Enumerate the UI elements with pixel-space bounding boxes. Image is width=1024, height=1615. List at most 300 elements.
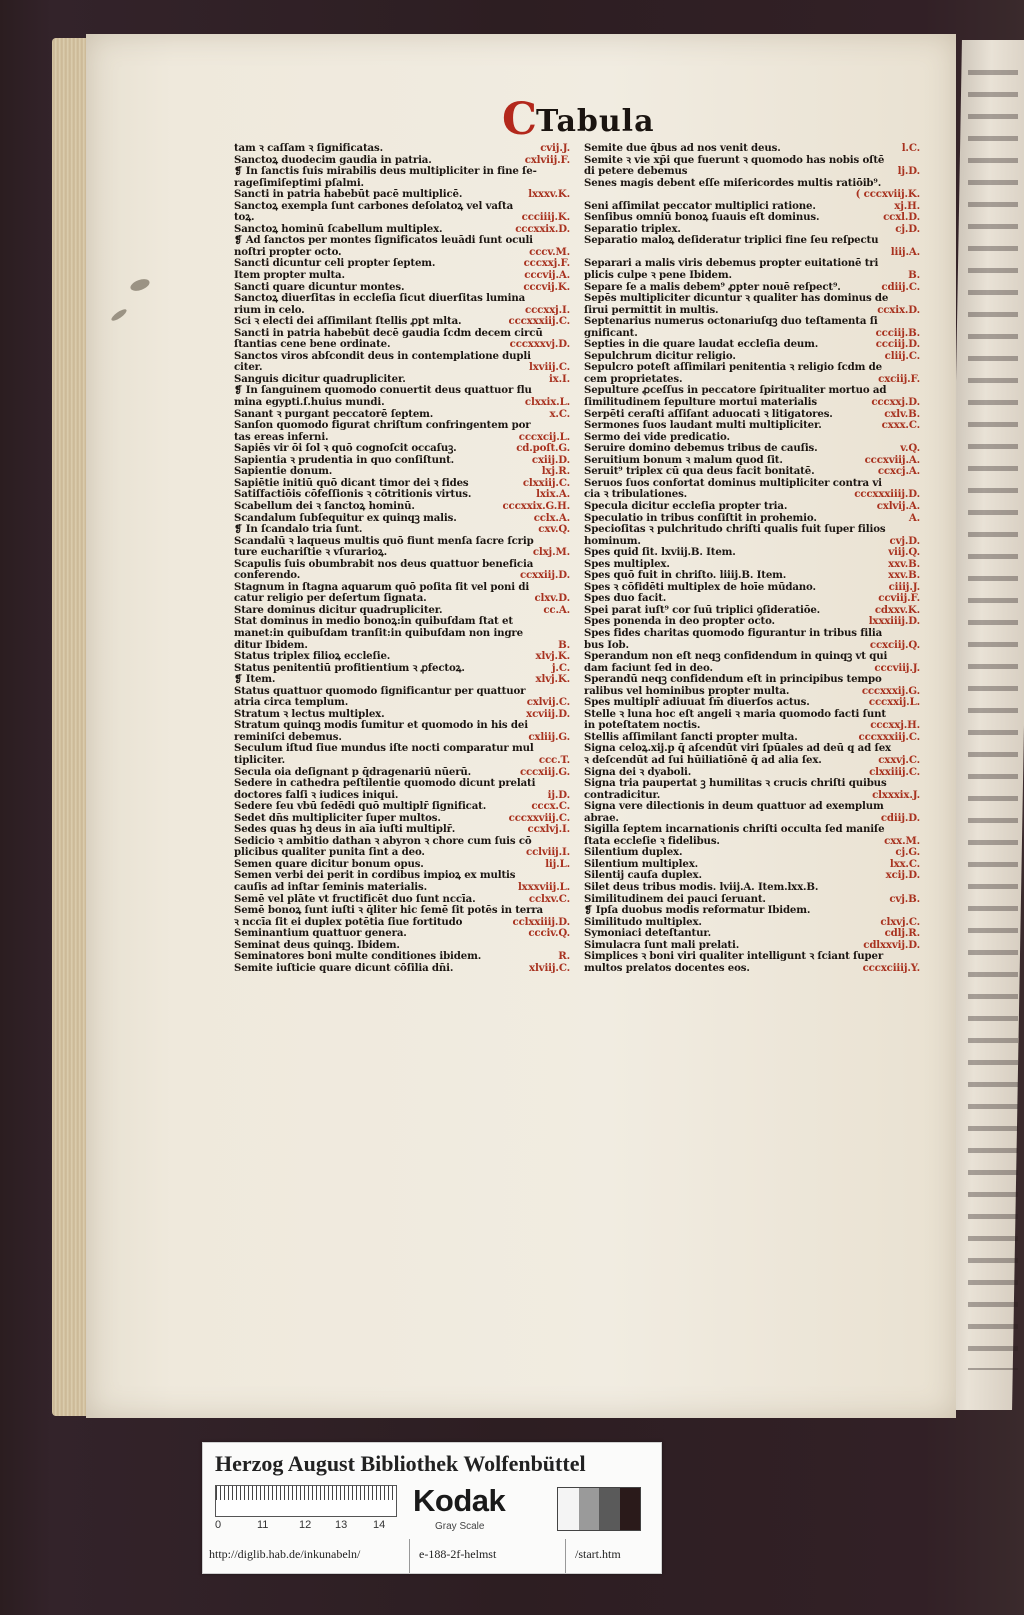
entry-text: Scandalū ꝛ laqueus multis quō fiunt menſa ſacre ſcrip bbox=[234, 535, 534, 547]
entry-text: Sanſon quomodo figurat chriſtum confringentem por bbox=[234, 420, 531, 432]
index-entry bbox=[234, 166, 570, 178]
entry-text: Sapientia ꝛ prudentia in quo conſiſtunt. bbox=[234, 454, 455, 466]
index-entry bbox=[234, 928, 570, 940]
index-entry bbox=[584, 963, 920, 975]
index-entry bbox=[234, 247, 570, 259]
index-entry bbox=[234, 963, 570, 975]
entry-text: ❡ Ipſa duobus modis reformatur Ibidem. bbox=[584, 905, 811, 917]
entry-text: Stellis aſſimilant̄ ſancti propter multa. bbox=[584, 731, 798, 743]
index-entry bbox=[584, 351, 920, 363]
entry-text: Separatio triplex. bbox=[584, 223, 681, 235]
entry-text: Senſibus omniū bonoꝝ ſuauis eſt dominus. bbox=[584, 212, 820, 224]
index-entry bbox=[234, 143, 570, 155]
entry-text: Sanctoꝝ duodecim gaudia in patria. bbox=[234, 154, 432, 166]
index-entry bbox=[234, 651, 570, 663]
entry-text: Seruire domino debemus tribus de cauſis. bbox=[584, 443, 818, 455]
entry-reference: cccxxij.L. bbox=[868, 697, 920, 709]
entry-text: Separe ſe a malis debem⁹ ꝓpter nouē reſpect⁹. bbox=[584, 281, 841, 293]
index-entry bbox=[584, 605, 920, 617]
entry-text: Sepulture ꝓceſſus in peccatore ſpiritualiter mortuo ad bbox=[584, 385, 887, 397]
index-entry bbox=[584, 513, 920, 525]
entry-reference: xlvj.K. bbox=[535, 674, 570, 686]
index-entry bbox=[234, 455, 570, 467]
entry-text: Semen quare dicitur bonum opus. bbox=[234, 858, 424, 870]
index-entry bbox=[584, 767, 920, 779]
entry-text: Sermones ſuos laudant multi multipliciter. bbox=[584, 420, 822, 432]
entry-reference: cdlj.R. bbox=[884, 928, 920, 940]
entry-reference: B. bbox=[908, 270, 920, 282]
entry-text: Spes multiplex. bbox=[584, 558, 670, 570]
entry-text: Seculum iſtud ſiue mundus iſte nocti comparatur mul bbox=[234, 743, 534, 755]
entry-reference: x.C. bbox=[549, 408, 570, 420]
url-mid[interactable]: e-188-2f-helmst bbox=[419, 1547, 497, 1561]
index-entry bbox=[584, 328, 920, 340]
entry-text: Silet deus tribus modis. lviij.A. Item.lxx.B. bbox=[584, 882, 819, 893]
entry-text: Sapientie donum. bbox=[234, 466, 333, 478]
index-entry bbox=[234, 224, 570, 236]
entry-text: Semē vel plāte vt fructificēt duo ſunt nccīa. bbox=[234, 893, 476, 905]
entry-reference: clxxix.L. bbox=[524, 397, 570, 409]
index-entry bbox=[584, 824, 920, 836]
entry-reference: cclx.A. bbox=[533, 512, 570, 524]
index-entry bbox=[234, 316, 570, 328]
entry-text: Specioſitas ꝛ pulchritudo chriſti qualis fuit ſuper filios bbox=[584, 524, 886, 536]
index-entry bbox=[234, 328, 570, 340]
entry-text: Status triplex filioꝝ eccleſie. bbox=[234, 651, 391, 663]
entry-reference: cxxx.C. bbox=[881, 420, 920, 432]
entry-text: Sanctoꝝ exempla ſunt carbones deſolatoꝝ vel vaſta bbox=[234, 200, 514, 212]
entry-reference: ccciij.D. bbox=[875, 339, 920, 351]
index-entry bbox=[584, 697, 920, 709]
entry-reference: cccxxxvj.D. bbox=[509, 339, 570, 351]
index-entry bbox=[584, 547, 920, 559]
entry-text: Stratum ꝛ lectus multiplex. bbox=[234, 708, 385, 720]
index-entry bbox=[234, 524, 570, 536]
entry-text: toꝝ. bbox=[234, 212, 255, 224]
index-entry bbox=[584, 593, 920, 605]
entry-reference: cccxiij.G. bbox=[519, 766, 570, 778]
entry-text: Sedere in cathedra peſtilentie quomodo dicunt̄ prelati bbox=[234, 778, 536, 790]
entry-reference: lxix.A. bbox=[536, 489, 570, 501]
entry-text: ❡ Item. bbox=[234, 674, 276, 686]
index-entry bbox=[584, 305, 920, 317]
index-entry bbox=[584, 928, 920, 940]
entry-reference: cclxv.C. bbox=[528, 893, 570, 905]
entry-text: ſirui permittit in multis. bbox=[584, 304, 719, 316]
entry-text: tipliciter. bbox=[234, 754, 286, 766]
entry-reference: cj.G. bbox=[895, 847, 920, 859]
entry-text: dam faciunt ſed in deo. bbox=[584, 662, 713, 674]
index-entry bbox=[584, 235, 920, 247]
entry-text: Septenarius numerus octonariuſqꝫ duo teſtamenta ſi bbox=[584, 316, 878, 328]
entry-reference: cccxxxiij.C. bbox=[508, 316, 570, 328]
index-entry bbox=[584, 155, 920, 167]
index-entry bbox=[584, 432, 920, 444]
entry-text: Signa vere dilectionis in deum quattuor ad exemplum bbox=[584, 801, 884, 813]
index-entry bbox=[234, 559, 570, 571]
entry-text: Scandalum ſubſequitur ex quinqꝫ malis. bbox=[234, 512, 457, 524]
entry-reference: cdiij.C. bbox=[881, 281, 920, 293]
index-entry bbox=[234, 709, 570, 721]
entry-text: multos prelatos docentes eos. bbox=[584, 962, 750, 974]
entry-text: Spes quō fuit in chriſto. liiij.B. Item. bbox=[584, 570, 787, 582]
index-entry bbox=[584, 732, 920, 744]
index-entry bbox=[234, 362, 570, 374]
entry-text: Semē bonoꝝ ſunt iuſti ꝛ q̄liter hic ſemē ſit potēs in terra bbox=[234, 905, 544, 917]
entry-reference: ccciiij.K. bbox=[521, 212, 570, 224]
entry-text: ture euchariſtie ꝛ vſurarioꝝ. bbox=[234, 547, 388, 559]
entry-text: Sanctoꝝ diuerſitas in eccleſia ſicut diuerſitas lumina bbox=[234, 293, 526, 305]
index-entry bbox=[234, 813, 570, 825]
entry-text: Sepulcro poteſt aſſimilari penitentia ꝛ religio ſcdm de bbox=[584, 362, 882, 374]
entry-text: Semite due q̄bus ad nos venit deus. bbox=[584, 143, 781, 154]
index-entry bbox=[234, 593, 570, 605]
index-entry bbox=[584, 420, 920, 432]
entry-text: ꝛ deſcendūt ad ſui hūiliatiōnē q̄ ad alia ſex. bbox=[584, 754, 822, 766]
entry-text: Similitudinem dei pauci ſeruant. bbox=[584, 893, 766, 905]
entry-text: Sci ꝛ electi dei aſſimilant̄ ſtellis ꝓpt̄ mlta. bbox=[234, 316, 462, 328]
entry-text: Seminatores boni multe conditiones ibidem. bbox=[234, 951, 482, 963]
entry-reference: xcij.D. bbox=[885, 870, 920, 882]
index-entry bbox=[234, 628, 570, 640]
entry-reference: cccxxxiiij.D. bbox=[854, 489, 920, 501]
entry-text: Semite ꝛ vie xp̄i que fuerunt ꝛ quomodo has nobis oſtē bbox=[584, 154, 885, 166]
index-entry bbox=[584, 536, 920, 548]
index-entry bbox=[234, 374, 570, 386]
index-entry bbox=[584, 247, 920, 259]
index-entry bbox=[234, 743, 570, 755]
entry-text: cia ꝛ tribulationes. bbox=[584, 489, 688, 501]
entry-text: gnificant. bbox=[584, 327, 638, 339]
index-entry bbox=[234, 201, 570, 213]
entry-reference: cxv.Q. bbox=[538, 524, 570, 536]
index-entry bbox=[584, 143, 920, 155]
index-entry bbox=[234, 155, 570, 167]
entry-text: di petere debemus bbox=[584, 166, 688, 178]
index-entry bbox=[234, 605, 570, 617]
entry-reference: cj.D. bbox=[895, 223, 920, 235]
index-entry bbox=[584, 559, 920, 571]
entry-reference: cvij.J. bbox=[540, 143, 570, 154]
index-entry bbox=[234, 189, 570, 201]
entry-text: Seruit⁹ triplex cū qua deus facit bonitatē. bbox=[584, 466, 815, 478]
index-entry bbox=[234, 258, 570, 270]
index-entry bbox=[234, 859, 570, 871]
entry-text: Seni aſſimilat̄ peccator multiplici ratione. bbox=[584, 200, 816, 212]
index-entry bbox=[584, 362, 920, 374]
index-entry bbox=[584, 778, 920, 790]
entry-reference: lxj.R. bbox=[541, 466, 570, 478]
index-entry bbox=[584, 501, 920, 513]
entry-text: Sedicio ꝛ ambitio dathan ꝛ abyron ꝛ chore cum ſuis cō bbox=[234, 835, 532, 847]
entry-reference: lij.L. bbox=[545, 858, 570, 870]
index-entry bbox=[234, 767, 570, 779]
entry-reference: cclxxiiij.D. bbox=[512, 916, 570, 928]
entry-text: noſtri propter octo. bbox=[234, 246, 342, 258]
index-entry bbox=[584, 790, 920, 802]
index-entry bbox=[234, 547, 570, 559]
entry-reference: j.C. bbox=[551, 662, 570, 674]
entry-text: Scabellum dei ꝛ ſanctoꝝ hominū. bbox=[234, 500, 415, 512]
entry-reference: xxv.B. bbox=[888, 570, 920, 582]
entry-text: conferendo. bbox=[234, 570, 301, 582]
entry-reference: ccxix.D. bbox=[877, 304, 920, 316]
entry-text: Spes fides charitas quomodo figurantur in tribus filia bbox=[584, 627, 883, 639]
entry-text: hominum. bbox=[584, 535, 641, 547]
entry-text: Signa celoꝝ.xij.p q̄ aſcendūt viri ſpūales ad deū q ad ſex bbox=[584, 743, 891, 755]
entry-text: Sanctoꝝ hominū ſcabellum multiplex. bbox=[234, 223, 443, 235]
entry-text: Sancti quare dicuntur montes. bbox=[234, 281, 405, 293]
entry-text: Seminat deus quinqꝫ. Ibidem. bbox=[234, 939, 400, 951]
index-entry bbox=[234, 397, 570, 409]
index-entry bbox=[234, 894, 570, 906]
entry-text: Sepēs multipliciter dicuntur ꝛ qualiter has dominus de bbox=[584, 293, 889, 305]
entry-reference: ccciv.Q. bbox=[528, 928, 570, 940]
entry-reference: xlvj.K. bbox=[535, 651, 570, 663]
entry-reference: lxxxv.K. bbox=[528, 189, 570, 201]
entry-reference: cvj.B. bbox=[889, 893, 920, 905]
index-entry bbox=[234, 385, 570, 397]
entry-reference: cccxxix.D. bbox=[515, 223, 570, 235]
entry-reference: ccxciij.Q. bbox=[869, 639, 920, 651]
index-entry bbox=[584, 628, 920, 640]
entry-reference: cdlxxvij.D. bbox=[863, 939, 920, 951]
index-entry bbox=[584, 293, 920, 305]
entry-text: plicibus qualiter punita ſint a deo. bbox=[234, 847, 425, 859]
entry-reference: ccxl.D. bbox=[883, 212, 920, 224]
index-entry bbox=[584, 709, 920, 721]
archive-card bbox=[202, 1442, 662, 1574]
index-entry bbox=[584, 443, 920, 455]
entry-text: doctores falſi ꝛ iudices iniqui. bbox=[234, 789, 399, 801]
index-entry bbox=[234, 339, 570, 351]
entry-text: Senes magis debent eſſe miſericordes multis ratiōib⁹. bbox=[584, 177, 882, 189]
entry-text: Sigilla ſeptem incarnationis chriſti occulta ſed maniſe bbox=[584, 824, 885, 836]
entry-reference: R. bbox=[558, 951, 570, 963]
index-entry bbox=[584, 847, 920, 859]
index-entry bbox=[234, 270, 570, 282]
entry-reference: cclviij.I. bbox=[526, 847, 570, 859]
heading-word: Tabula bbox=[536, 104, 655, 139]
entry-text: Specula dicitur eccleſia propter tria. bbox=[584, 500, 788, 512]
index-entry bbox=[584, 374, 920, 386]
index-entry bbox=[234, 212, 570, 224]
entry-reference: ccviij.F. bbox=[878, 593, 920, 605]
entry-reference: cccxxj.F. bbox=[523, 258, 570, 270]
brand-subtitle: Gray Scale bbox=[435, 1521, 485, 1532]
index-entry bbox=[584, 212, 920, 224]
entry-text: Stratum quinqꝫ modis ſumitur et quomodo in his dei bbox=[234, 720, 528, 732]
entry-text: Sanguis dicitur quadrupliciter. bbox=[234, 373, 406, 385]
index-entry bbox=[584, 905, 920, 917]
brand-logo: Kodak bbox=[413, 1483, 506, 1518]
entry-reference: xlviij.C. bbox=[529, 962, 570, 974]
index-entry bbox=[234, 178, 570, 190]
entry-text: ❡ In ſanguinem quomodo conuertit deus quattuor flu bbox=[234, 385, 532, 397]
entry-reference: cccxxviij.C. bbox=[508, 812, 570, 824]
index-entry bbox=[584, 466, 920, 478]
entry-reference: cxlv.B. bbox=[884, 408, 920, 420]
entry-text: Signa tria paupertat ꝫ humilitas ꝛ crucis chriſti quibus bbox=[584, 778, 887, 790]
entry-text: Symoniaci deteſtantur. bbox=[584, 928, 712, 940]
index-entry bbox=[584, 570, 920, 582]
entry-text: ❡ Ad ſanctos per montes ſignificatos leuādi ſunt oculi bbox=[234, 235, 533, 247]
entry-reference: xj.H. bbox=[894, 200, 920, 212]
index-entry bbox=[584, 674, 920, 686]
entry-text: Semen verbi dei perit in cordibus impioꝝ ex multis bbox=[234, 870, 516, 882]
entry-reference: cccxxix.G.H. bbox=[502, 500, 570, 512]
entry-text: Item propter multa. bbox=[234, 270, 345, 282]
index-entry bbox=[234, 235, 570, 247]
ruler-number: 14 bbox=[373, 1519, 386, 1531]
entry-text: Spes ꝛ cōfidēti multiplex de hoīe mūdano. bbox=[584, 581, 816, 593]
right-column bbox=[584, 143, 920, 974]
index-entry bbox=[234, 778, 570, 790]
entry-text: Spes quid ſit. lxviij.B. Item. bbox=[584, 547, 736, 559]
entry-text: Separari a malis viris debemus propter euitationē tri bbox=[584, 258, 879, 270]
entry-reference: clxvj.C. bbox=[880, 916, 920, 928]
index-entry bbox=[234, 443, 570, 455]
entry-reference: cccxxxiij.C. bbox=[858, 731, 920, 743]
index-entry bbox=[584, 616, 920, 628]
separator bbox=[565, 1539, 566, 1573]
entry-text: ❡ In ſanctis ſuis mirabilis deus multipliciter in fine ſe- bbox=[234, 166, 537, 178]
entry-text: Simplices ꝛ boni viri qualiter intelligunt ꝛ ſciant ſuper bbox=[584, 951, 884, 963]
index-entry bbox=[584, 940, 920, 952]
entry-reference: cccxxj.I. bbox=[525, 304, 570, 316]
index-entry bbox=[584, 663, 920, 675]
entry-reference: cccxcij.L. bbox=[518, 431, 570, 443]
index-entry bbox=[584, 178, 920, 190]
entry-text: Spei parat iuſt⁹ cor ſuū triplici ꝯſideratiōe. bbox=[584, 604, 821, 616]
entry-reference: cxlviij.F. bbox=[524, 154, 570, 166]
url-right[interactable]: /start.htm bbox=[575, 1547, 621, 1561]
url-left[interactable]: http://diglib.hab.de/inkunabeln/ bbox=[209, 1547, 361, 1561]
entry-text: Stagnum in ſtagna aquarum quō poſita ſit vel poni di bbox=[234, 581, 530, 593]
index-entry bbox=[234, 790, 570, 802]
left-column bbox=[234, 143, 570, 974]
entry-text: Septies in die quare laudat eccleſia deum. bbox=[584, 339, 819, 351]
entry-reference: cccviij.J. bbox=[874, 662, 920, 674]
entry-reference: cccxciiij.Y. bbox=[862, 962, 920, 974]
entry-reference: lxxxviij.L. bbox=[517, 882, 570, 893]
ruler-number: 12 bbox=[299, 1519, 312, 1531]
index-entry bbox=[234, 917, 570, 929]
index-entry bbox=[234, 720, 570, 732]
entry-text: Sepulchrum dicitur religio. bbox=[584, 350, 736, 362]
entry-reference: cxx.M. bbox=[884, 835, 920, 847]
scale-ruler bbox=[215, 1485, 397, 1517]
entry-reference: cxlvij.C. bbox=[526, 697, 570, 709]
entry-text: Sancti in patria habebūt pacē multiplicē. bbox=[234, 189, 463, 201]
entry-text: plicis culpe ꝛ pene Ibidem. bbox=[584, 270, 732, 282]
entry-reference: cxlvij.A. bbox=[876, 500, 920, 512]
index-entry bbox=[234, 870, 570, 882]
index-entry bbox=[234, 489, 570, 501]
entry-reference: cliij.C. bbox=[884, 350, 920, 362]
index-entry bbox=[584, 270, 920, 282]
entry-text: Sanctos viros abſcondit deus in contemplatione dupli bbox=[234, 350, 531, 362]
index-entry bbox=[584, 397, 920, 409]
ruler-number: 11 bbox=[257, 1519, 269, 1531]
entry-reference: clxj.M. bbox=[532, 547, 570, 559]
entry-reference: cd.poſt.G. bbox=[516, 443, 570, 455]
entry-text: rageſimiſeptimi pſalmi. bbox=[234, 177, 364, 189]
index-entry bbox=[584, 478, 920, 490]
index-entry bbox=[234, 755, 570, 767]
entry-reference: cccxxxij.G. bbox=[861, 685, 920, 697]
gray-scale-patch bbox=[557, 1487, 641, 1531]
index-entry bbox=[234, 686, 570, 698]
entry-text: ❡ In ſcandalo tria ſunt. bbox=[234, 524, 363, 536]
index-entry bbox=[234, 836, 570, 848]
entry-reference: ccxcj.A. bbox=[877, 466, 920, 478]
entry-text: Sperandum non eſt neqꝫ confidendum in quinqꝫ vt qui bbox=[584, 651, 888, 663]
index-entry bbox=[584, 524, 920, 536]
index-entry bbox=[584, 201, 920, 213]
entry-reference: ( cccxviij.K. bbox=[855, 189, 920, 201]
entry-text: Signa dei ꝛ dyaboli. bbox=[584, 766, 692, 778]
entry-reference: ccciij.B. bbox=[875, 327, 920, 339]
entry-reference: cccxxj.D. bbox=[871, 397, 920, 409]
index-entry bbox=[234, 293, 570, 305]
entry-reference: xxv.B. bbox=[888, 558, 920, 570]
index-entry bbox=[234, 616, 570, 628]
index-entry bbox=[584, 951, 920, 963]
entry-text: Sapiēs vir ōi ſol ꝛ quō cognoſcit occaſuꝫ. bbox=[234, 443, 457, 455]
entry-text: Sedes quas hꝫ deus in aīa iuſti multiplr̄. bbox=[234, 824, 456, 836]
entry-reference: liij.A. bbox=[890, 246, 920, 258]
index-entry bbox=[234, 951, 570, 963]
entry-reference: lxx.C. bbox=[889, 858, 920, 870]
entry-text: Satiſfactiōis cōfeſſionis ꝛ cōtritionis virtus. bbox=[234, 489, 472, 501]
index-entry bbox=[234, 582, 570, 594]
index-entry bbox=[584, 316, 920, 328]
index-entry bbox=[584, 755, 920, 767]
entry-text: contradicitur. bbox=[584, 789, 661, 801]
entry-text: Sedet dn̄s multipliciter ſuper multos. bbox=[234, 812, 441, 824]
entry-text: Status penitentiū profitientium ꝛ ꝓfectoꝝ. bbox=[234, 662, 465, 674]
index-entry bbox=[584, 582, 920, 594]
entry-reference: cdiij.D. bbox=[880, 812, 920, 824]
entry-text: tam ꝛ caſſam ꝛ ſignificatas. bbox=[234, 143, 383, 154]
entry-reference: clxxiij.C. bbox=[522, 477, 570, 489]
entry-reference: cccxxj.H. bbox=[870, 720, 920, 732]
entry-reference: cdxxv.K. bbox=[874, 604, 920, 616]
entry-text: cem proprietates. bbox=[584, 373, 683, 385]
index-entry bbox=[234, 409, 570, 421]
index-entry bbox=[584, 409, 920, 421]
entry-text: Sanant ꝛ purgant peccatorē ſeptem. bbox=[234, 408, 434, 420]
entry-text: Sermo dei vide predicatio. bbox=[584, 431, 730, 443]
entry-reference: lxxxiiij.D. bbox=[868, 616, 920, 628]
entry-reference: ix.I. bbox=[548, 373, 570, 385]
ruler-number: 13 bbox=[335, 1519, 348, 1531]
entry-text: cauſis ad inſtar ſeminis materialis. bbox=[234, 882, 427, 893]
library-name: Herzog August Bibliothek Wolfenbüttel bbox=[215, 1451, 586, 1476]
entry-text: Sedere ſeu vbū ſedēdi quō multiplr̄ ſignificat. bbox=[234, 801, 487, 813]
entry-text: ditur Ibidem. bbox=[234, 639, 308, 651]
index-entry bbox=[584, 720, 920, 732]
entry-reference: cc.A. bbox=[543, 604, 570, 616]
entry-text: ralibus vel hominibus propter multa. bbox=[584, 685, 790, 697]
entry-text: Semite iuſticie quare dicunt̄ cōſilia dn̄i. bbox=[234, 962, 454, 974]
index-entry bbox=[234, 940, 570, 952]
index-entry bbox=[584, 894, 920, 906]
index-entry bbox=[234, 663, 570, 675]
entry-reference: v.Q. bbox=[900, 443, 920, 455]
index-entry bbox=[584, 640, 920, 652]
